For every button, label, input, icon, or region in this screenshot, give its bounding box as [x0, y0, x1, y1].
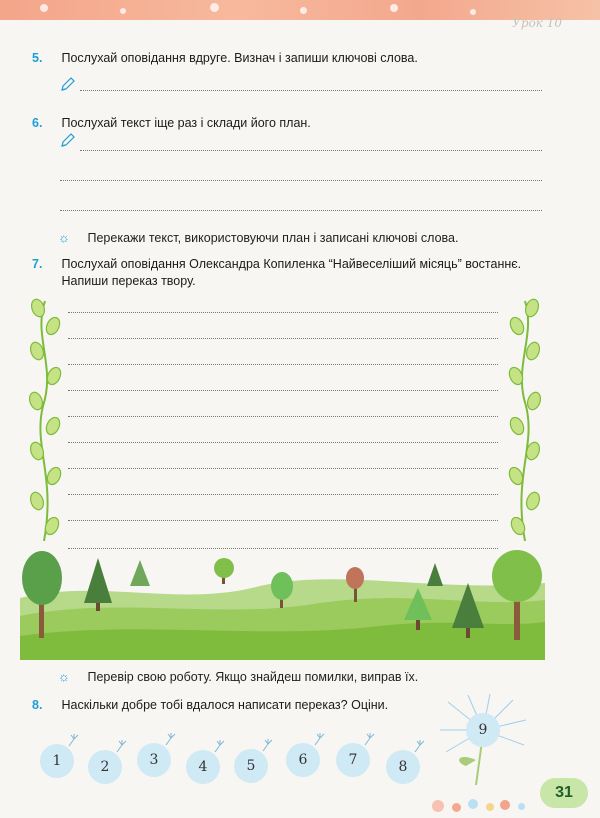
task-8	[32, 697, 388, 714]
task-6	[32, 115, 311, 132]
rating-label: 2	[100, 759, 110, 775]
rating-label: 4	[198, 759, 208, 775]
pencil-icon	[60, 76, 76, 92]
rating-option-1[interactable]	[40, 744, 74, 778]
task-text: Наскільки добре тобі вдалося написати переказ? Оціни.	[61, 698, 389, 712]
rating-option-8[interactable]	[386, 750, 420, 784]
rating-option-5[interactable]	[234, 749, 268, 783]
instruction-text: Перевір свою роботу. Якщо знайдеш помилки, виправ їх.	[87, 670, 419, 684]
writing-line[interactable]	[80, 150, 542, 151]
seed-icon	[213, 740, 227, 754]
writing-line[interactable]	[68, 312, 498, 313]
task-number: 5.	[32, 51, 43, 65]
page-number: 31	[540, 778, 588, 808]
task-7	[32, 256, 521, 290]
writing-line[interactable]	[68, 442, 498, 443]
writing-line[interactable]	[60, 210, 542, 211]
seed-icon	[115, 740, 129, 754]
check-instruction	[58, 668, 418, 686]
rating-option-4[interactable]	[186, 750, 220, 784]
writing-line[interactable]	[68, 338, 498, 339]
sun-icon: ☼	[58, 669, 70, 684]
writing-line[interactable]	[68, 520, 498, 521]
rating-option-6[interactable]	[286, 743, 320, 777]
rating-label: 1	[52, 753, 62, 769]
rating-label: 6	[298, 752, 308, 768]
lesson-header-mark: Урок 10	[512, 16, 562, 30]
sun-icon: ☼	[58, 230, 70, 245]
pencil-icon	[60, 132, 76, 148]
task-text: Послухай текст іще раз і склади його план.	[61, 116, 311, 130]
rating-label: 9	[478, 722, 488, 738]
rating-label: 7	[348, 752, 358, 768]
top-decorative-band	[0, 0, 600, 20]
landscape-illustration	[20, 548, 545, 660]
rating-option-9[interactable]	[466, 713, 500, 747]
rating-option-7[interactable]	[336, 743, 370, 777]
writing-line[interactable]	[60, 180, 542, 181]
rating-label: 8	[398, 759, 408, 775]
instruction-text: Перекажи текст, використовуючи план і записані ключові слова.	[87, 231, 459, 245]
writing-line[interactable]	[68, 468, 498, 469]
seed-icon	[313, 733, 327, 747]
task-number: 8.	[32, 698, 43, 712]
writing-line[interactable]	[68, 494, 498, 495]
retell-instruction	[58, 229, 458, 247]
seed-icon	[164, 733, 178, 747]
task-text-line-2: Напиши переказ твору.	[61, 274, 196, 288]
seed-icon	[67, 734, 81, 748]
task-number: 6.	[32, 116, 43, 130]
task-text-line-1: Послухай оповідання Олександра Копиленка “Найвеселіший місяць” востаннє.	[61, 257, 522, 271]
writing-line[interactable]	[68, 390, 498, 391]
left-vine-decoration	[28, 296, 62, 546]
seed-icon	[363, 733, 377, 747]
rating-label: 3	[149, 752, 159, 768]
task-number: 7.	[32, 257, 43, 271]
rating-option-2[interactable]	[88, 750, 122, 784]
writing-line[interactable]	[68, 364, 498, 365]
seed-icon	[261, 739, 275, 753]
seed-icon	[413, 740, 427, 754]
task-text: Послухай оповідання вдруге. Визнач і запиши ключові слова.	[61, 51, 418, 65]
writing-line[interactable]	[80, 90, 542, 91]
right-vine-decoration	[508, 296, 542, 546]
writing-line[interactable]	[68, 416, 498, 417]
task-5	[32, 50, 418, 67]
rating-label: 5	[246, 758, 256, 774]
rating-option-3[interactable]	[137, 743, 171, 777]
